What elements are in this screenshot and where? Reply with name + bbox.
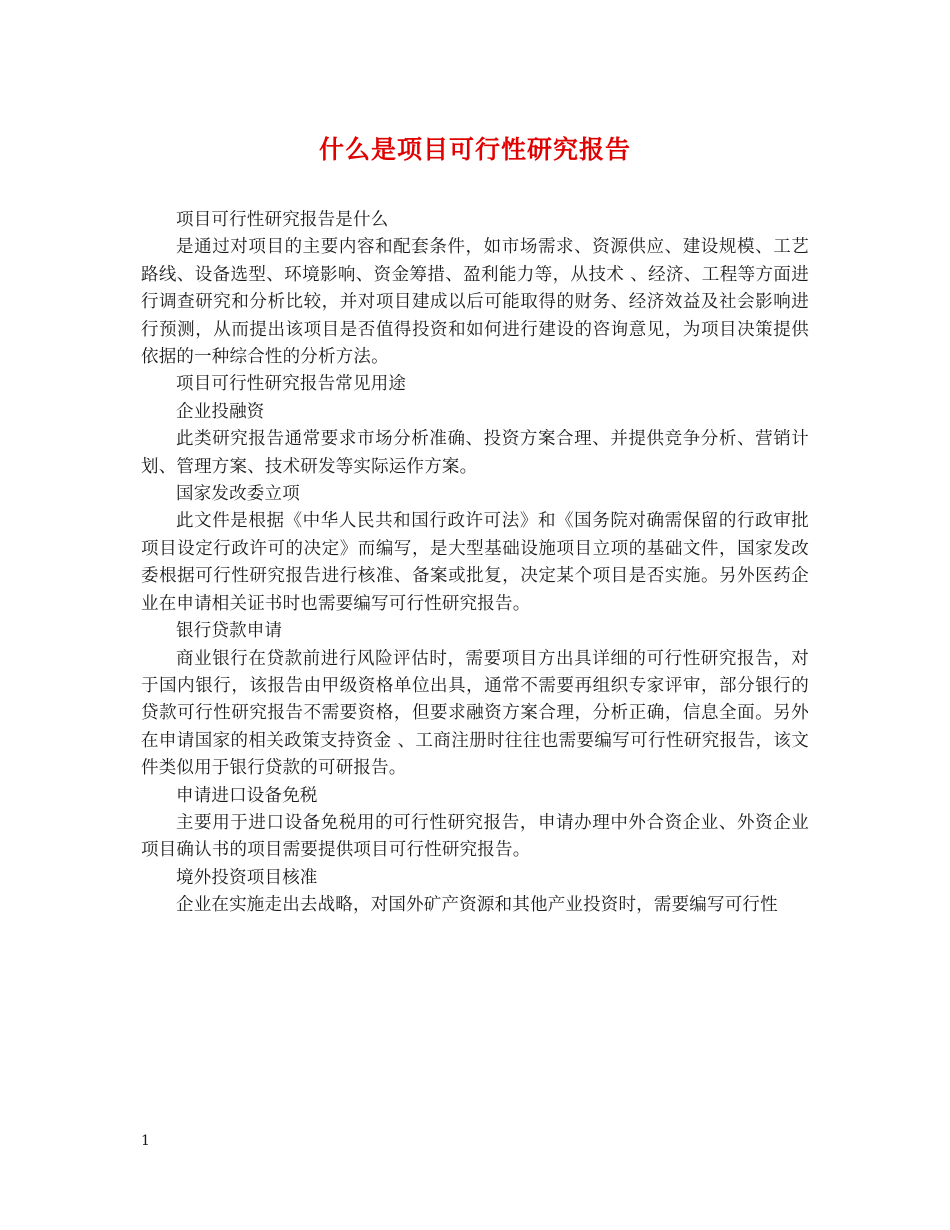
paragraph-enterprise-financing: 此类研究报告通常要求市场分析准确、投资方案合理、并提供竞争分析、营销计划、管理方案、技术研发等实际运作方案。	[141, 429, 809, 477]
paragraph-bank-loan: 商业银行在贷款前进行风险评估时，需要项目方出具详细的可行性研究报告，对于国内银行，该报告由甲级资格单位出具，通常不需要再组织专家评审，部分银行的贷款可行性研究报告不需要资格，但要求融资方案合理，分析正确，信息全面。另外在申请国家的相关政策支持资金 、工商注册时往往也需要编写可行性研究报告，该文件类似用于银行贷款的可研报告。	[141, 648, 809, 779]
page-title: 什么是项目可行性研究报告	[318, 135, 631, 164]
section-heading-bank-loan: 银行贷款申请	[176, 621, 283, 642]
paragraph-import-tax-exemption: 主要用于进口设备免税用的可行性研究报告，申请办理中外合资企业、外资企业项目确认书的项目需要提供项目可行性研究报告。	[141, 812, 809, 861]
paragraph-ndrc-approval: 此文件是根据《中华人民共和国行政许可法》和《国务院对确需保留的行政审批项目设定行政许可的决定》而编写，是大型基础设施项目立项的基础文件，国家发改委根据可行性研究报告进行核准、备案或批复，决定某个项目是否实施。另外医药企业在申请相关证书时也需要编写可行性研究报告。	[141, 511, 809, 614]
paragraph-overseas-investment: 企业在实施走出去战略，对国外矿产资源和其他产业投资时，需要编写可行性	[176, 895, 778, 916]
section-heading-common-uses: 项目可行性研究报告常见用途	[176, 374, 407, 395]
section-heading-overseas-investment: 境外投资项目核准	[176, 867, 318, 888]
paragraph-definition: 是通过对项目的主要内容和配套条件，如市场需求、资源供应、建设规模、工艺路线、设备选型、环境影响、资金筹措、盈利能力等，从技术 、经济、工程等方面进行调查研究和分析比较，并对项目建成以后可能取得的财务、经济效益及社会影响进行预测，从而提出该项目是否值得投资和如何进行建设的咨询意见，为项目决策提供依据的一种综合性的分析方法。	[141, 237, 809, 368]
section-heading-import-tax-exemption: 申请进口设备免税	[176, 785, 318, 806]
section-heading-enterprise-financing: 企业投融资	[176, 401, 265, 422]
section-heading-what-is: 项目可行性研究报告是什么	[176, 210, 389, 230]
section-heading-ndrc-approval: 国家发改委立项	[176, 484, 300, 505]
document-body	[141, 207, 809, 920]
page-number: 1	[141, 1133, 150, 1149]
